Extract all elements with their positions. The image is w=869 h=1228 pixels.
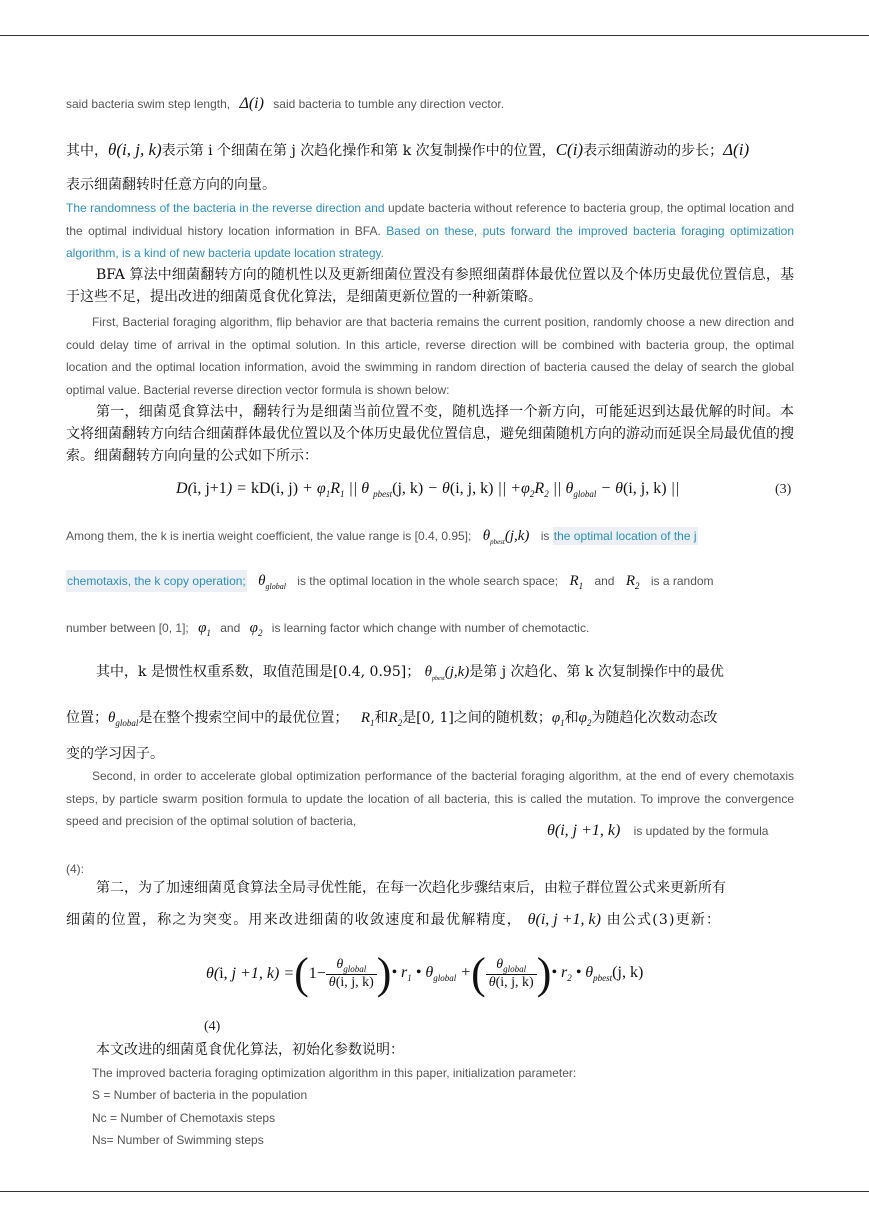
paragraph-zh-2: 表示细菌翻转时任意方向的向量。	[66, 177, 276, 193]
paragraph-zh-6-line1: 第二，为了加速细菌觅食算法全局寻优性能，在每一次趋化步骤结束后，由粒子群位置公式来更新所有	[96, 880, 726, 896]
text: 表示第 i 个细菌在第 j 次趋化操作和第 k 次复制操作中的位置，	[161, 143, 556, 159]
paragraph-en-4-line3	[66, 617, 589, 645]
text: is updated by the formula	[633, 824, 769, 838]
math-r2: $R_2$	[625, 573, 640, 591]
paragraph-en-1	[66, 93, 806, 116]
text: Based on these, puts forward the improved bacteria foraging optimization algorithm, is a kind of new bacteria update location strategy.	[66, 223, 794, 260]
math-phi1: $\varphi_1$	[198, 620, 211, 638]
math-delta: Δ(i)	[723, 140, 750, 159]
math-theta-global: $\theta_{global}$	[258, 573, 286, 591]
text: is learning factor which change with number of chemotactic.	[271, 621, 590, 635]
math-theta-pbest: $\theta_{pbest}(j,k)$	[482, 528, 530, 546]
math-r1: $R_1$	[569, 573, 584, 591]
math-phi1: $\varphi_1$	[551, 710, 565, 728]
math-theta-ij1k: θ(i, j +1, k)	[547, 822, 621, 839]
math-r2: $R_2$	[388, 710, 403, 728]
paragraph-en-3: First, Bacterial foraging algorithm, flip behavior are that bacteria remains the current position, randomly choose a new direction and could delay time of arrival in the optimal solution. In this article, reverse direction will be combined with bacteria group, the optimal location and the optimal location information, avoid the swimming in random direction of bacteria caused the delay of search the global optimal value. Bacterial reverse direction vector formula is shown below:	[66, 315, 794, 397]
text: 由公式(3)更新：	[606, 912, 722, 928]
paragraph-en-5-tail	[547, 820, 768, 843]
highlight-text: chemotaxis, the k copy operation;	[66, 570, 247, 592]
equation-4: θ(i, j +1, k) =(1− $\frac{\theta_{global}}{\theta(i, j, k)}$ )• $r_1$ • $\theta_{global}$ +( $\frac{\theta_{global}}{\theta(i, j, k)}$ )• $r_2$ • $\theta_{pbest}(j$, k)	[206, 949, 644, 998]
params-intro: The improved bacteria foraging optimization algorithm in this paper, initialization parameter:	[92, 1066, 577, 1080]
text: said bacteria swim step length,	[66, 97, 231, 111]
text: is a random	[650, 574, 714, 588]
text: Second, in order to accelerate global optimization performance of the bacterial foraging algorithm, at the end of every chemotaxis steps, by particle swarm position formula to update the location of all bacteria, this is called the mutation. To improve the convergence speed and precision of the optimal solution of bacteria,	[66, 769, 794, 828]
text: 和	[374, 710, 389, 726]
paragraph-en-4-line1	[66, 525, 796, 554]
paragraph-zh-3: BFA 算法中细菌翻转方向的随机性以及更新细菌位置没有参照细菌群体最优位置以及个体历史最优位置信息，基于这些不足，提出改进的细菌觅食优化算法，是细菌更新位置的一种新策略。	[66, 267, 794, 305]
text: 为随趋化次数动态改	[591, 710, 718, 726]
text: 其中，k 是惯性权重系数，取值范围是[0.4, 0.95]；	[96, 664, 421, 680]
text: 位置；	[66, 710, 108, 726]
text: said bacteria to tumble any direction vector.	[273, 97, 505, 111]
paragraph-zh-1	[66, 139, 796, 162]
equation-3: D(i, j+1) = kD(i, $j) + \varphi_1R_1$ || θ $_{pbest}$(j, k) − θ(i, j, k) || $+\varphi_2R_2$ || $\theta_{global} - \theta(i$, j, k) ||	[176, 480, 680, 500]
math-phi2: $\varphi_2$	[249, 620, 263, 638]
math-theta: θ(i, j, k)	[108, 140, 162, 159]
text: update bacteria without reference to bacteria group, the optimal location and the optimal individual history location information in BFA.	[66, 201, 794, 238]
text: 细菌的位置，称之为突变。用来改进细菌的收敛速度和最优解精度，	[66, 912, 522, 928]
param-item: S = Number of bacteria in the population	[92, 1088, 308, 1102]
text: 和	[564, 710, 579, 726]
paragraph-zh-6-line2	[66, 909, 796, 931]
paragraph-zh-5-line1	[66, 661, 796, 690]
text: Among them, the k is inertia weight coefficient, the value range is [0.4, 0.95];	[66, 529, 472, 543]
paragraph-en-2	[66, 197, 794, 265]
param-item: Nc = Number of Chemotaxis steps	[92, 1111, 276, 1125]
math-theta-pbest: $\theta_{pbest}(j,k)$	[424, 664, 470, 682]
paragraph-zh-5-line3: 变的学习因子。	[66, 746, 164, 762]
paragraph-zh-4: 第一，细菌觅食算法中，翻转行为是细菌当前位置不变，随机选择一个新方向，可能延迟到达最优解的时间。本文将细菌翻转方向结合细菌群体最优位置以及个体历史最优位置信息，避免细菌随机方向的游动而延误全局最优值的搜索。细菌翻转方向向量的公式如下所示：	[66, 404, 794, 464]
footer-rule	[0, 1191, 869, 1192]
text: The randomness of the bacteria in the reverse direction and	[66, 201, 385, 215]
math-phi2: $\varphi_2$	[578, 710, 592, 728]
text: and	[220, 621, 241, 635]
math-delta: Δ(i)	[239, 95, 264, 112]
text: 是[0, 1]之间的随机数；	[402, 710, 552, 726]
paragraph-zh-5-line2	[66, 707, 796, 734]
equation-4-number: (4)	[204, 1019, 221, 1034]
equation-3-number: (3)	[775, 482, 792, 497]
param-item: Ns= Number of Swimming steps	[92, 1133, 264, 1147]
math-r1: $R_1$	[360, 710, 375, 728]
paragraph-en-5-ref: (4):	[66, 862, 84, 876]
paragraph-zh-7: 本文改进的细菌觅食优化算法，初始化参数说明：	[96, 1042, 404, 1058]
text: 其中，	[66, 143, 108, 159]
paragraph-en-4-line2	[66, 570, 796, 599]
text: number between [0, 1];	[66, 621, 189, 635]
header-rule	[0, 35, 869, 36]
text: 是第 j 次趋化、第 k 次复制操作中的最优	[469, 664, 724, 680]
math-theta-ij1k: θ(i, j +1, k)	[527, 911, 601, 928]
text: is	[540, 529, 550, 543]
math-theta-global: $\theta_{global}$	[108, 710, 139, 728]
text: and	[594, 574, 615, 588]
text: is the optimal location in the whole search space;	[297, 574, 559, 588]
text: 表示细菌游动的步长；	[583, 143, 724, 159]
text: 是在整个搜索空间中的最优位置；	[138, 710, 349, 726]
math-c: C(i)	[555, 140, 584, 159]
highlight-text: the optimal location of the j	[553, 529, 697, 543]
